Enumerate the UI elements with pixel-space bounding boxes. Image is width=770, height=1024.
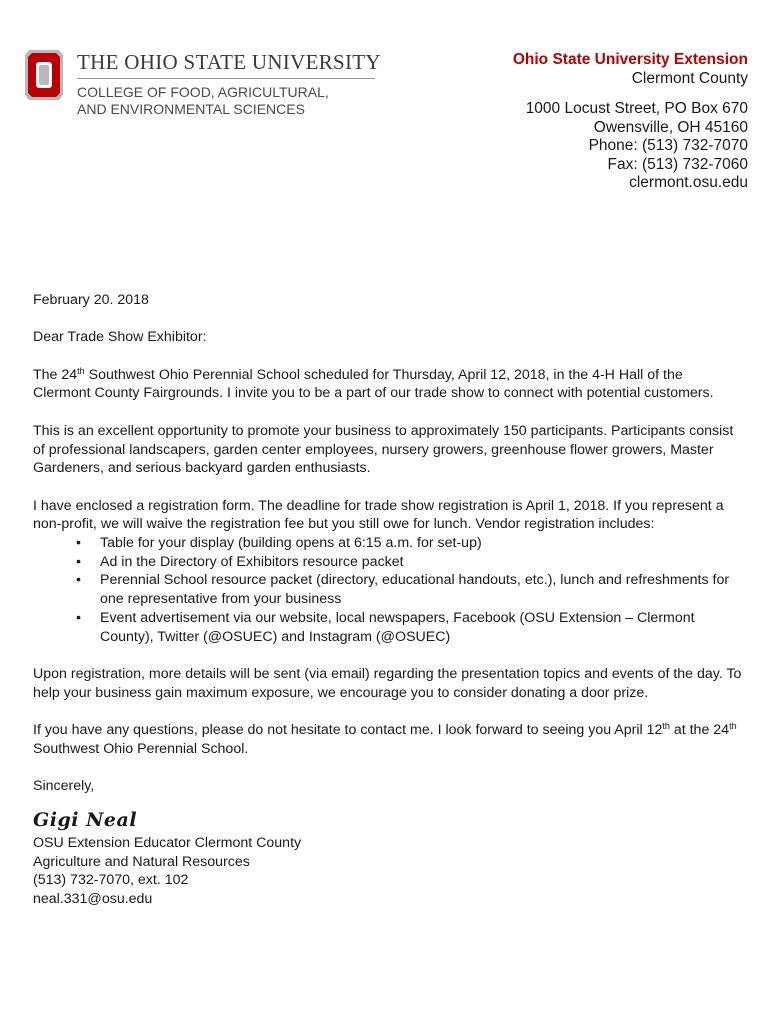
paragraph-details: Upon registration, more details will be sent (via email) regarding the presentation topics and events of the day. To help your business gain maximum exposure, we encourage you to consider donating a door prize. [33,665,742,701]
college-name [77,84,329,118]
list-item: • Event advertisement via our website, local newspapers, Facebook (OSU Extension – Clermont County), Twitter (@OSUEC) and Instagram (@OSUEC) [100,609,743,646]
university-name: THE OHIO STATE UNIVERSITY [77,50,381,74]
signer-email[interactable]: neal.331@osu.edu [33,890,153,907]
list-item: • Table for your display (building opens at 6:15 a.m. for set-up) [100,534,743,553]
website[interactable]: clermont.osu.edu [629,174,748,191]
fax-number: Fax: (513) 732-7060 [607,155,748,173]
closing: Sincerely, [33,778,95,795]
signer-title: OSU Extension Educator Clermont County [33,834,302,851]
street-address: 1000 Locust Street, PO Box 670 [525,100,748,117]
college-line-1: COLLEGE OF FOOD, AGRICULTURAL, [77,84,329,100]
paragraph-contact: If you have any questions, please do not hesitate to contact me. I look forward to seeing you April 12th at the 24th Southwest Ohio Perennial School. [33,721,737,757]
list-item: • Ad in the Directory of Exhibitors resource packet [100,553,743,572]
list-item: • Perennial School resource packet (directory, educational handouts, etc.), lunch and refreshments for one representative from your business [100,571,743,608]
paragraph-opportunity: This is an excellent opportunity to promote your business to approximately 150 participants. Participants consist of professional landscapers, garden center employees, nursery growers, greenhouse flower growers, Master Gardeners, and serious backyard garden enthusiasts. [33,422,734,477]
registration-includes-list [33,534,743,646]
letter-body [33,291,743,909]
paragraph-registration: I have enclosed a registration form. The deadline for trade show registration is April 1, 2018. If you represent a non-profit, we will waive the registration fee but you still owe for lunch. Vendor registration includes: [33,497,724,533]
county-name: Clermont County [631,69,748,87]
phone-number: Phone: (513) 732-7070 [588,137,748,154]
signature-block [33,834,743,909]
signer-department: Agriculture and Natural Resources [33,853,250,870]
city-state-zip: Owensville, OH 45160 [593,118,748,136]
return-address [513,51,748,193]
paragraph-intro: The 24th Southwest Ohio Perennial School scheduled for Thursday, April 12, 2018, in the 4-H Hall of the Clermont County Fairgrounds. I invite you to be a part of our trade show to connect with potential customers. [33,365,714,402]
college-line-2: AND ENVIRONMENTAL SCIENCES [77,101,305,117]
header-divider [77,78,375,79]
signature: Gigi Neal [33,808,138,831]
letter-date: February 20. 2018 [33,292,149,308]
org-name: Ohio State University Extension [512,51,748,68]
salutation: Dear Trade Show Exhibitor: [33,329,207,346]
osu-block-o-logo [23,47,65,103]
signer-phone: (513) 732-7070, ext. 102 [33,872,189,889]
